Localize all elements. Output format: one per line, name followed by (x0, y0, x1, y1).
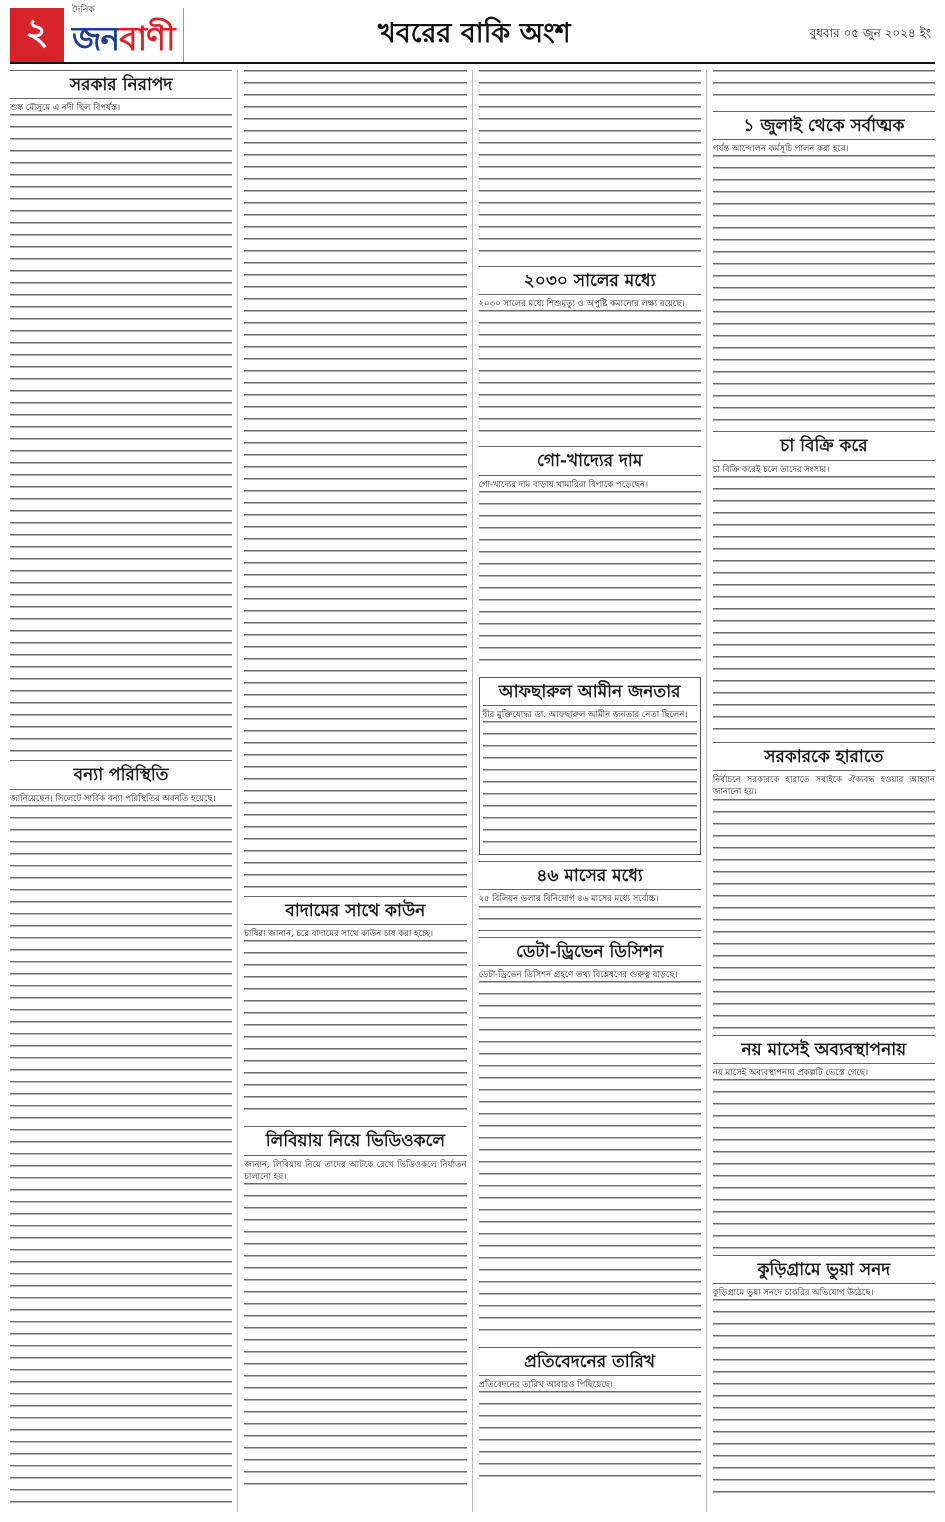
story-lede: জানান, লিবিয়ায় নিয়ে তাদের আটকে রেখে ভিডিওকলে নির্যাতন চালানো হয়। (244, 1159, 467, 1182)
story-body (713, 799, 935, 1029)
story-body (244, 70, 466, 890)
story-column4-top (713, 70, 935, 105)
headline: বন্যা পরিস্থিতি (10, 760, 232, 789)
page-number: ২ (10, 8, 64, 62)
story-lede: ২৫ বিলিয়ন ডলার বিনিয়োগ ৪৬ মাসের মধ্যে সর্বোচ্চ। (478, 894, 659, 905)
story-lede: শুষ্ক মৌসুমে এ নদী ছিল বিপর্যস্ত। (10, 103, 121, 114)
story-1-july (713, 111, 935, 425)
headline: আফছারুল আমীন জনতার (483, 678, 697, 706)
story-lede: নয় মাসেই অব্যবস্থাপনায় প্রকল্পটি ভেস্তে গেছে। (712, 1067, 869, 1078)
story-lede: নির্বাচনে সরকারকে হারাতে সবাইকে ঐক্যবদ্ধ হওয়ার আহ্বান জানানো হয়। (712, 774, 935, 798)
story-column3-top (479, 70, 701, 260)
headline: ডেটা-ড্রিভেন ডিসিশন (479, 937, 701, 966)
brand-logo (64, 4, 184, 62)
story-bonna (10, 760, 232, 1512)
headline: সরকার নিরাপদ (10, 70, 232, 99)
column-2 (244, 70, 472, 1512)
headline: চা বিক্রি করে (713, 431, 935, 460)
story-harate (713, 742, 935, 1029)
story-data-driven (479, 937, 701, 1341)
story-body (479, 906, 701, 931)
story-body (713, 155, 935, 425)
story-afsarul (479, 677, 701, 855)
story-lede: পর্যন্ত আন্দোলন কর্মসূচি পালন করা হবে। (712, 144, 849, 155)
story-column2-top (244, 70, 466, 890)
column-1 (10, 70, 238, 1512)
story-body (713, 70, 935, 105)
headline: ১ জুলাই থেকে সর্বাত্মক (713, 111, 935, 140)
headline: লিবিয়ায় নিয়ে ভিডিওকলে (244, 1126, 466, 1155)
story-body (10, 114, 232, 754)
logo-dainik: দৈনিক (72, 4, 95, 15)
story-body (713, 1299, 935, 1499)
section-banner: খবরের বাকি অংশ (378, 17, 571, 49)
headline: ৪৬ মাসের মধ্যে (479, 861, 701, 890)
story-lede: প্রতিবেদনের তারিখ আবারও পিছিয়েছে। (478, 1380, 613, 1391)
logo-wordmark (72, 19, 175, 58)
masthead (10, 4, 935, 64)
story-body (479, 310, 701, 440)
story-lede: গো-খাদ্যের দাম বাড়ায় খামারিরা বিপাকে পড়েছেন। (478, 479, 648, 490)
story-kurigram (713, 1255, 935, 1499)
story-body (479, 981, 701, 1341)
story-46-mash (479, 861, 701, 930)
story-sorkar (10, 70, 232, 754)
story-body (713, 476, 935, 736)
story-body (244, 940, 466, 1120)
story-lede: কুড়িগ্রামে ভুয়া সনদে চাকরির অভিযোগ উঠেছে। (712, 1288, 874, 1299)
headline: প্রতিবেদনের তারিখ (479, 1347, 701, 1376)
logo-part-jono: জন (72, 18, 120, 58)
headline: বাদামের সাথে কাউন (244, 896, 466, 925)
columns (10, 70, 935, 1512)
headline: সরকারকে হারাতে (713, 742, 935, 771)
column-3 (479, 70, 707, 1512)
logo-part-bani: বাণী (119, 18, 175, 58)
story-protibedon (479, 1347, 701, 1481)
story-lede: জানিয়েছেন। সিলেটে সার্বিক বন্যা পরিস্থিতির অবনতি হয়েছে। (10, 793, 216, 804)
story-badam (244, 896, 466, 1120)
story-lede: ডেটা-ড্রিভেন ডিসিশন গ্রহণে তথ্য বিশ্লেষণের গুরুত্ব বাড়ছে। (478, 969, 678, 980)
story-libya (244, 1126, 466, 1493)
story-body (479, 491, 701, 671)
story-2030 (479, 266, 701, 440)
story-body (483, 721, 697, 851)
headline: নয় মাসেই অব্যবস্থাপনায় (713, 1035, 935, 1064)
story-noy-mash (713, 1035, 935, 1249)
headline: গো-খাদ্যের দাম (479, 446, 701, 475)
column-4 (713, 70, 935, 1512)
story-lede: চা বিক্রি করেই চলে তাদের সংসার। (712, 464, 830, 475)
issue-date: বুধবার ০৫ জুন ২০২৪ ইং (809, 26, 931, 40)
story-body (479, 70, 701, 260)
story-body (10, 805, 232, 1512)
headline: ২০৩০ সালের মধ্যে (479, 266, 701, 295)
story-lede: চাষিরা জানান, চরে বাদামের সাথে কাউন চাষ করা হচ্ছে। (244, 929, 434, 940)
story-body (713, 1079, 935, 1249)
story-gokhaddo (479, 446, 701, 670)
headline: কুড়িগ্রামে ভুয়া সনদ (713, 1255, 935, 1284)
story-lede: ২০৩০ সালের মধ্যে শিশুমৃত্যু ও অপুষ্টি কমানোর লক্ষ্য রয়েছে। (478, 299, 685, 310)
story-body (479, 1391, 701, 1481)
story-lede: বীর মুক্তিযোদ্ধা ডা. আফছারুল আমীন জনতার নেতা ছিলেন। (482, 709, 688, 720)
story-cha (713, 431, 935, 735)
story-body (244, 1183, 466, 1493)
